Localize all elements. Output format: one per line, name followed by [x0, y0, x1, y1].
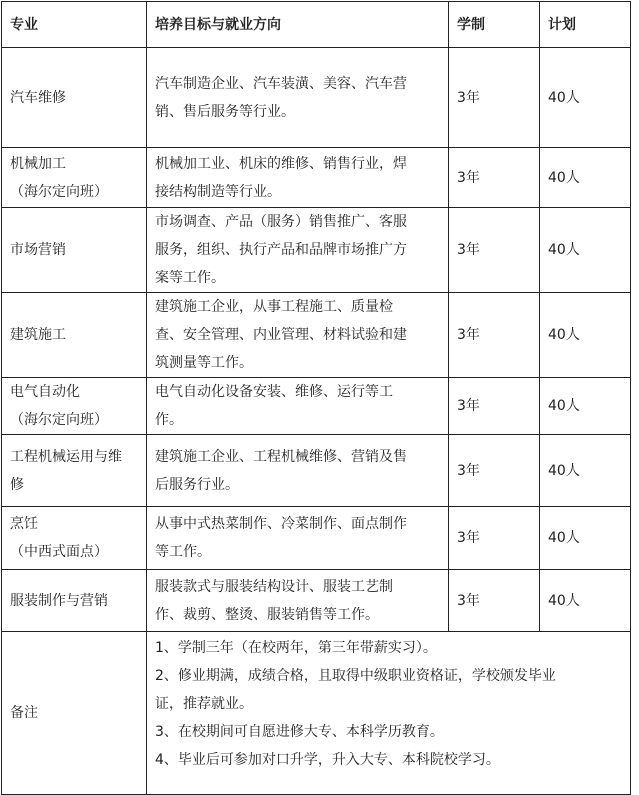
table-row [2, 507, 631, 570]
years-cell: 3年 [449, 293, 540, 378]
header-plan: 计划 [540, 2, 631, 48]
major-cell [2, 570, 147, 632]
majors-table [1, 1, 631, 795]
major-subtitle: （中西式面点） [10, 544, 108, 560]
notes-cell [147, 632, 631, 795]
goal-text: 机械加工业、机床的维修、销售行业，焊 [155, 155, 407, 172]
years-cell: 3年 [449, 570, 540, 632]
goal-cell [147, 507, 449, 570]
goal-cell [147, 148, 449, 208]
plan-cell: 40人 [540, 435, 631, 507]
goal-cell [147, 48, 449, 148]
note-item: 2、修业期满，成绩合格，且取得中级职业资格证，学校颁发毕业 [155, 668, 556, 684]
major-subtitle: （海尔定向班） [10, 412, 108, 428]
notes-label: 备注 [2, 632, 147, 795]
goal-cell [147, 435, 449, 507]
note-item: 1、学制三年（在校两年，第三年带薪实习）。 [155, 640, 437, 656]
major-name: 服装制作与营销 [10, 592, 108, 609]
table-row [2, 48, 631, 148]
notes-row [2, 632, 631, 795]
goal-text: 建筑施工企业，从事工程施工、质量检 [155, 299, 393, 315]
major-cell [2, 507, 147, 570]
major-cell [2, 208, 147, 293]
goal-text: 电气自动化设备安装、维修、运行等工 [155, 384, 393, 400]
major-name: 烹饪 [10, 516, 38, 532]
years-cell: 3年 [449, 48, 540, 148]
major-cell [2, 148, 147, 208]
header-years: 学制 [449, 2, 540, 48]
goal-text: 查、安全管理、内业管理、材料试验和建 [155, 327, 407, 343]
plan-cell: 40人 [540, 507, 631, 570]
major-name: 工程机械运用与维 [10, 448, 122, 465]
goal-text: 后服务行业。 [155, 476, 239, 493]
table-row [2, 570, 631, 632]
goal-text: 从事中式热菜制作、冷菜制作、面点制作 [155, 516, 407, 532]
major-name: 市场营销 [10, 242, 66, 258]
years-cell: 3年 [449, 378, 540, 435]
plan-cell: 40人 [540, 570, 631, 632]
table-row [2, 148, 631, 208]
note-item: 证，推荐就业。 [155, 696, 253, 712]
plan-cell: 40人 [540, 208, 631, 293]
goal-cell [147, 208, 449, 293]
goal-text: 销、售后服务等行业。 [155, 103, 295, 120]
note-item: 4、毕业后可参加对口升学，升入大专、本科院校学习。 [155, 752, 500, 768]
goal-text: 市场调查、产品（服务）销售推广、客服 [155, 214, 407, 230]
goal-text: 服装款式与服装结构设计、服装工艺制 [155, 578, 393, 595]
major-name: 机械加工 [10, 155, 66, 172]
major-name: 电气自动化 [10, 384, 80, 400]
table-row [2, 378, 631, 435]
goal-text: 等工作。 [155, 544, 211, 560]
major-cell [2, 435, 147, 507]
plan-cell: 40人 [540, 293, 631, 378]
years-cell: 3年 [449, 148, 540, 208]
goal-text: 作、裁剪、整烫、服装销售等工作。 [155, 606, 379, 623]
goal-text: 案等工作。 [155, 270, 225, 286]
major-name: 汽车维修 [10, 89, 66, 106]
header-major: 专业 [2, 2, 147, 48]
goal-text: 服务，组织、执行产品和品牌市场推广方 [155, 242, 407, 258]
plan-cell: 40人 [540, 148, 631, 208]
table-row [2, 435, 631, 507]
goal-text: 接结构制造等行业。 [155, 183, 281, 200]
years-cell: 3年 [449, 435, 540, 507]
major-cell [2, 48, 147, 148]
goal-text: 筑测量等工作。 [155, 355, 253, 371]
table-row [2, 208, 631, 293]
goal-cell [147, 570, 449, 632]
plan-cell: 40人 [540, 378, 631, 435]
major-subtitle: （海尔定向班） [10, 183, 108, 200]
major-cell [2, 293, 147, 378]
major-cell [2, 378, 147, 435]
goal-cell [147, 378, 449, 435]
table-row [2, 293, 631, 378]
header-goal: 培养目标与就业方向 [147, 2, 449, 48]
major-name-cont: 修 [10, 476, 24, 493]
note-item: 3、在校期间可自愿进修大专、本科学历教育。 [155, 724, 444, 740]
goal-cell [147, 293, 449, 378]
goal-text: 建筑施工企业、工程机械维修、营销及售 [155, 448, 407, 465]
plan-cell: 40人 [540, 48, 631, 148]
years-cell: 3年 [449, 208, 540, 293]
goal-text: 汽车制造企业、汽车装潢、美容、汽车营 [155, 75, 407, 92]
major-name: 建筑施工 [10, 327, 66, 343]
goal-text: 作。 [155, 412, 183, 428]
years-cell: 3年 [449, 507, 540, 570]
header-row [2, 2, 631, 48]
